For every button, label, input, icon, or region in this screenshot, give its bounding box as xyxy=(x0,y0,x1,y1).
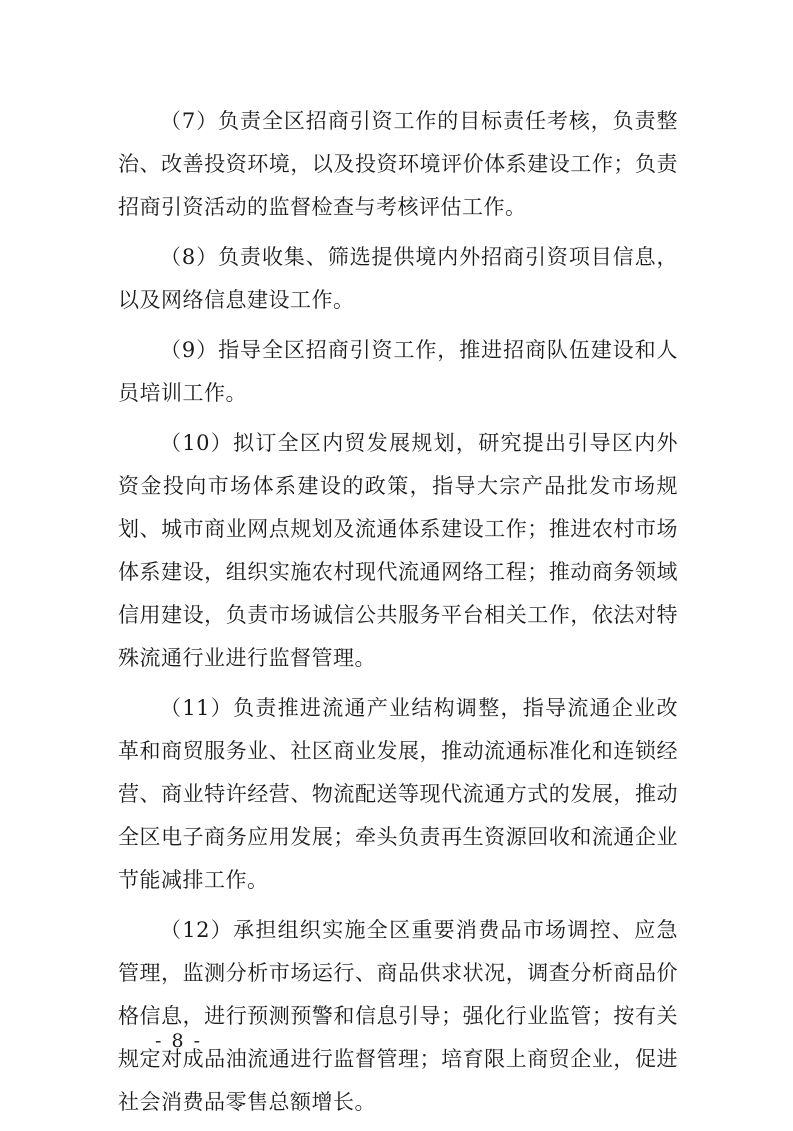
paragraph-item-11: （11）负责推进流通产业结构调整，指导流通企业改革和商贸服务业、社区商业发展，推动流通标准化和连锁经营、商业特许经营、物流配送等现代流通方式的发展，推动全区电子商务应用发展；牵头负责再生资源回收和流通企业节能减排工作。 xyxy=(118,696,678,892)
paragraph-item-9: （9）指导全区招商引资工作，推进招商队伍建设和人员培训工作。 xyxy=(118,338,678,405)
document-body xyxy=(118,100,678,1131)
paragraph-item-12: （12）承担组织实施全区重要消费品市场调控、应急管理，监测分析市场运行、商品供求状况，调查分析商品价格信息，进行预测预警和信息引导；强化行业监管；按有关规定对成品油流通进行监督管理；培育限上商贸企业，促进社会消费品零售总额增长。 xyxy=(118,918,678,1114)
paragraph-item-10: （10）拟订全区内贸发展规划，研究提出引导区内外资金投向市场体系建设的政策，指导大宗产品批发市场规划、城市商业网点规划及流通体系建设工作；推进农村市场体系建设，组织实施农村现代流通网络工程；推动商务领域信用建设，负责市场诚信公共服务平台相关工作，依法对特殊流通行业进行监督管理。 xyxy=(118,431,678,670)
page-number: - 8 - xyxy=(155,1030,203,1052)
paragraph-item-8: （8）负责收集、筛选提供境内外招商引资项目信息，以及网络信息建设工作。 xyxy=(118,245,678,312)
paragraph-item-7: （7）负责全区招商引资工作的目标责任考核，负责整治、改善投资环境，以及投资环境评价体系建设工作；负责招商引资活动的监督检查与考核评估工作。 xyxy=(118,109,678,219)
